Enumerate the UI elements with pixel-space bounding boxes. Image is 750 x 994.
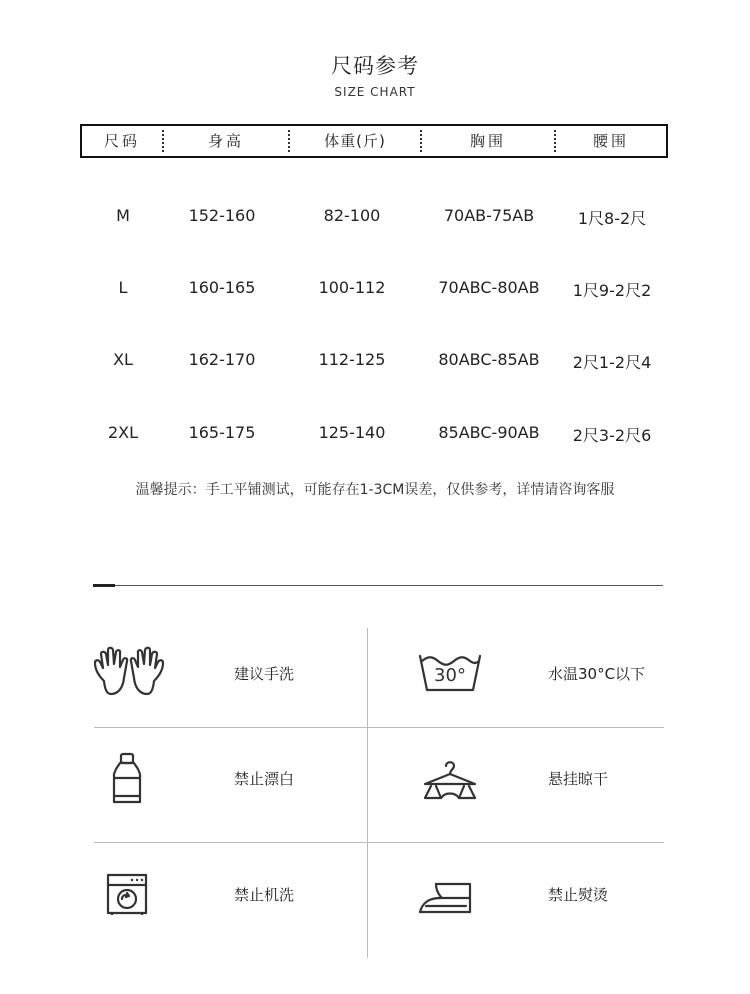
cell-height: 162-170	[188, 350, 256, 369]
no-iron-icon	[418, 878, 474, 916]
cell-bust: 85ABC-90AB	[438, 423, 540, 442]
cell-weight: 125-140	[318, 423, 386, 442]
cell-waist: 1尺9-2尺2	[572, 281, 652, 300]
cell-bust: 70AB-75AB	[443, 206, 535, 225]
cell-size: XL	[113, 350, 133, 369]
page-title: 尺码参考	[331, 54, 419, 78]
cell-bust: 80ABC-85AB	[438, 350, 540, 369]
cell-height: 160-165	[188, 278, 256, 297]
cell-weight: 100-112	[318, 278, 386, 297]
cell-height: 165-175	[188, 423, 256, 442]
cell-waist: 2尺3-2尺6	[572, 426, 652, 445]
cell-size: L	[118, 278, 128, 297]
cell-weight: 82-100	[323, 206, 381, 225]
header-bust: 胸围	[469, 132, 506, 150]
size-note: 温馨提示：手工平铺测试，可能存在1-3CM误差，仅供参考，详情请咨询客服	[135, 482, 615, 498]
cell-size: M	[116, 206, 130, 225]
cell-height: 152-160	[188, 206, 256, 225]
care-grid-horizontal-line	[94, 842, 664, 843]
page-subtitle: SIZE CHART	[334, 85, 416, 99]
hang-dry-icon	[421, 758, 479, 802]
size-table-header	[80, 124, 668, 158]
header-size: 尺码	[103, 132, 140, 150]
care-label-water-temp: 水温30°C以下	[548, 665, 646, 683]
cell-waist: 2尺1-2尺4	[572, 353, 652, 372]
wash-temperature-badge: 30°	[434, 665, 466, 686]
care-grid-horizontal-line	[94, 727, 664, 728]
no-machine-wash-icon	[106, 873, 148, 915]
care-label-hand-wash: 建议手洗	[234, 665, 295, 683]
care-label-no-bleach: 禁止漂白	[234, 770, 295, 788]
wash-30-icon	[418, 650, 482, 694]
divider-accent	[93, 584, 115, 587]
header-weight: 体重(斤)	[324, 132, 386, 150]
care-label-hang-dry: 悬挂晾干	[548, 770, 609, 788]
header-waist: 腰围	[592, 132, 629, 150]
section-divider	[93, 585, 663, 586]
cell-weight: 112-125	[318, 350, 386, 369]
cell-waist: 1尺8-2尺	[577, 209, 647, 228]
care-grid-vertical-line	[367, 628, 368, 958]
care-label-no-iron: 禁止熨烫	[548, 886, 609, 904]
no-bleach-icon	[109, 752, 147, 806]
hand-wash-icon	[92, 645, 166, 697]
cell-size: 2XL	[107, 423, 139, 442]
care-label-no-machine-wash: 禁止机洗	[234, 886, 295, 904]
header-height: 身高	[207, 132, 244, 150]
cell-bust: 70ABC-80AB	[438, 278, 540, 297]
